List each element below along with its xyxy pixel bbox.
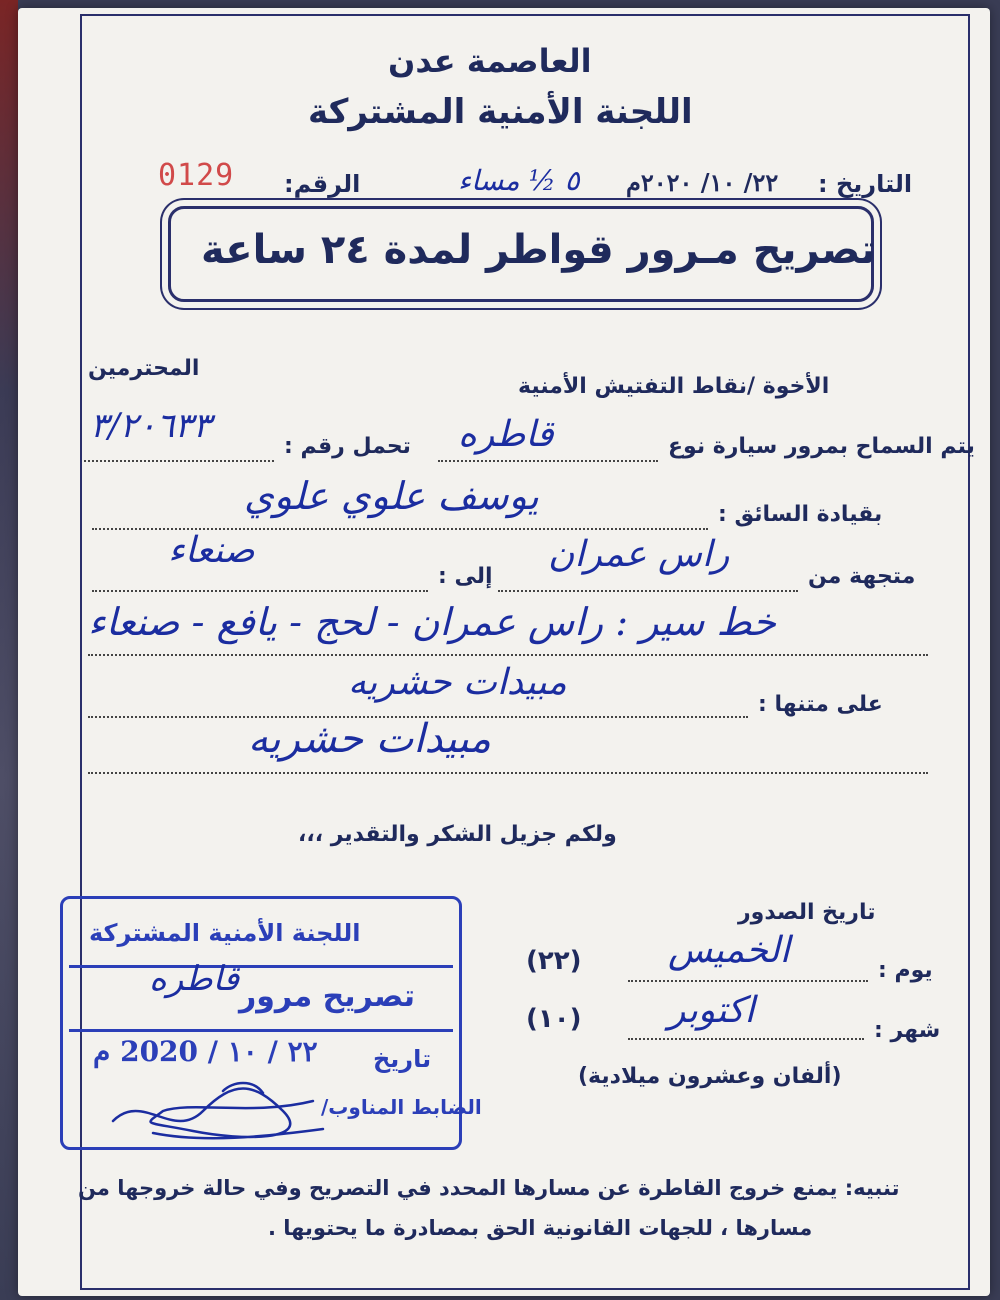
stamp-committee: اللجنة الأمنية المشتركة (89, 919, 361, 947)
stamp-date-value: ٢٢ / ١٠ / 2020 م (93, 1035, 318, 1068)
cargo-value-2: مبيدات حشريه (248, 716, 492, 762)
notice-line-2: مسارها ، للجهات القانونية الحق بمصادرة ما يحتويها . (268, 1216, 813, 1240)
driver-label: بقيادة السائق : (718, 502, 883, 527)
issue-month-value: اكتوبر (668, 990, 755, 1031)
to-label: إلى : (438, 564, 493, 589)
header-committee: اللجنة الأمنية المشتركة (308, 92, 693, 132)
issue-day-value: الخميس (668, 930, 790, 971)
date-value: ٢٢/ ١٠/ ٢٠٢٠م (626, 168, 779, 197)
from-line (498, 590, 798, 592)
permit-document (18, 8, 990, 1296)
cargo-line-2 (88, 772, 928, 774)
issue-month-line (628, 1038, 864, 1040)
stamp-permit-label: تصريح مرور (239, 979, 415, 1014)
honorific: المحترمين (88, 356, 200, 381)
notice-line-1: تنبيه: يمنع خروج القاطرة عن مسارها المحدد في التصريح وفي حالة خروجها من (78, 1176, 900, 1200)
stamp-permit-value: قاطره (149, 959, 240, 999)
driver-name: يوسف علوي علوي (244, 474, 539, 518)
route-value: خط سير : راس عمران - لحج - يافع - صنعاء (88, 600, 777, 644)
closing-text: ولكم جزيل الشكر والتقدير ،،، (298, 822, 617, 847)
issue-year-text: (ألفان وعشرون ميلادية) (578, 1064, 842, 1089)
issue-month-number: (١٠) (526, 1004, 582, 1034)
plate-label: تحمل رقم : (284, 434, 411, 459)
from-label: متجهة من (808, 564, 916, 589)
number-label: الرقم: (284, 170, 361, 198)
serial-number: 0129 (158, 158, 235, 193)
permit-title: تصريح مـرور قواطر لمدة ٢٤ ساعة (201, 227, 876, 273)
plate-value: ٣/٢٠٦٣٣ (90, 406, 212, 446)
issue-day-label: يوم : (878, 958, 933, 983)
date-label: التاريخ : (818, 170, 913, 198)
from-value: راس عمران (548, 534, 730, 575)
officer-signature (103, 1071, 333, 1151)
issue-day-number: (٢٢) (526, 946, 582, 976)
cargo-label: على متنها : (758, 692, 883, 717)
time-value: ٥ ½ مساء (458, 164, 580, 197)
issue-label: تاريخ الصدور (738, 900, 876, 925)
vehicle-type: قاطره (458, 414, 554, 455)
stamp-permit-row (69, 959, 453, 1032)
title-box (168, 206, 874, 302)
to-line (92, 590, 428, 592)
stamp-officer-label: الضابط المناوب/ (321, 1095, 482, 1119)
header-city: العاصمة عدن (388, 42, 592, 80)
recipient: الأخوة /نقاط التفتيش الأمنية (518, 374, 830, 399)
vehicle-type-line (438, 460, 658, 462)
background-edge (0, 0, 18, 1300)
plate-line (84, 460, 274, 462)
official-stamp (60, 896, 482, 1150)
stamp-header (69, 905, 453, 968)
issue-day-line (628, 980, 868, 982)
stamp-date-label: تاريخ (373, 1045, 432, 1073)
route-line (88, 654, 928, 656)
issue-month-label: شهر : (874, 1018, 941, 1043)
to-value: صنعاء (168, 530, 255, 571)
cargo-value-1: مبيدات حشريه (348, 662, 567, 703)
permit-label: يتم السماح بمرور سيارة نوع (668, 434, 975, 459)
